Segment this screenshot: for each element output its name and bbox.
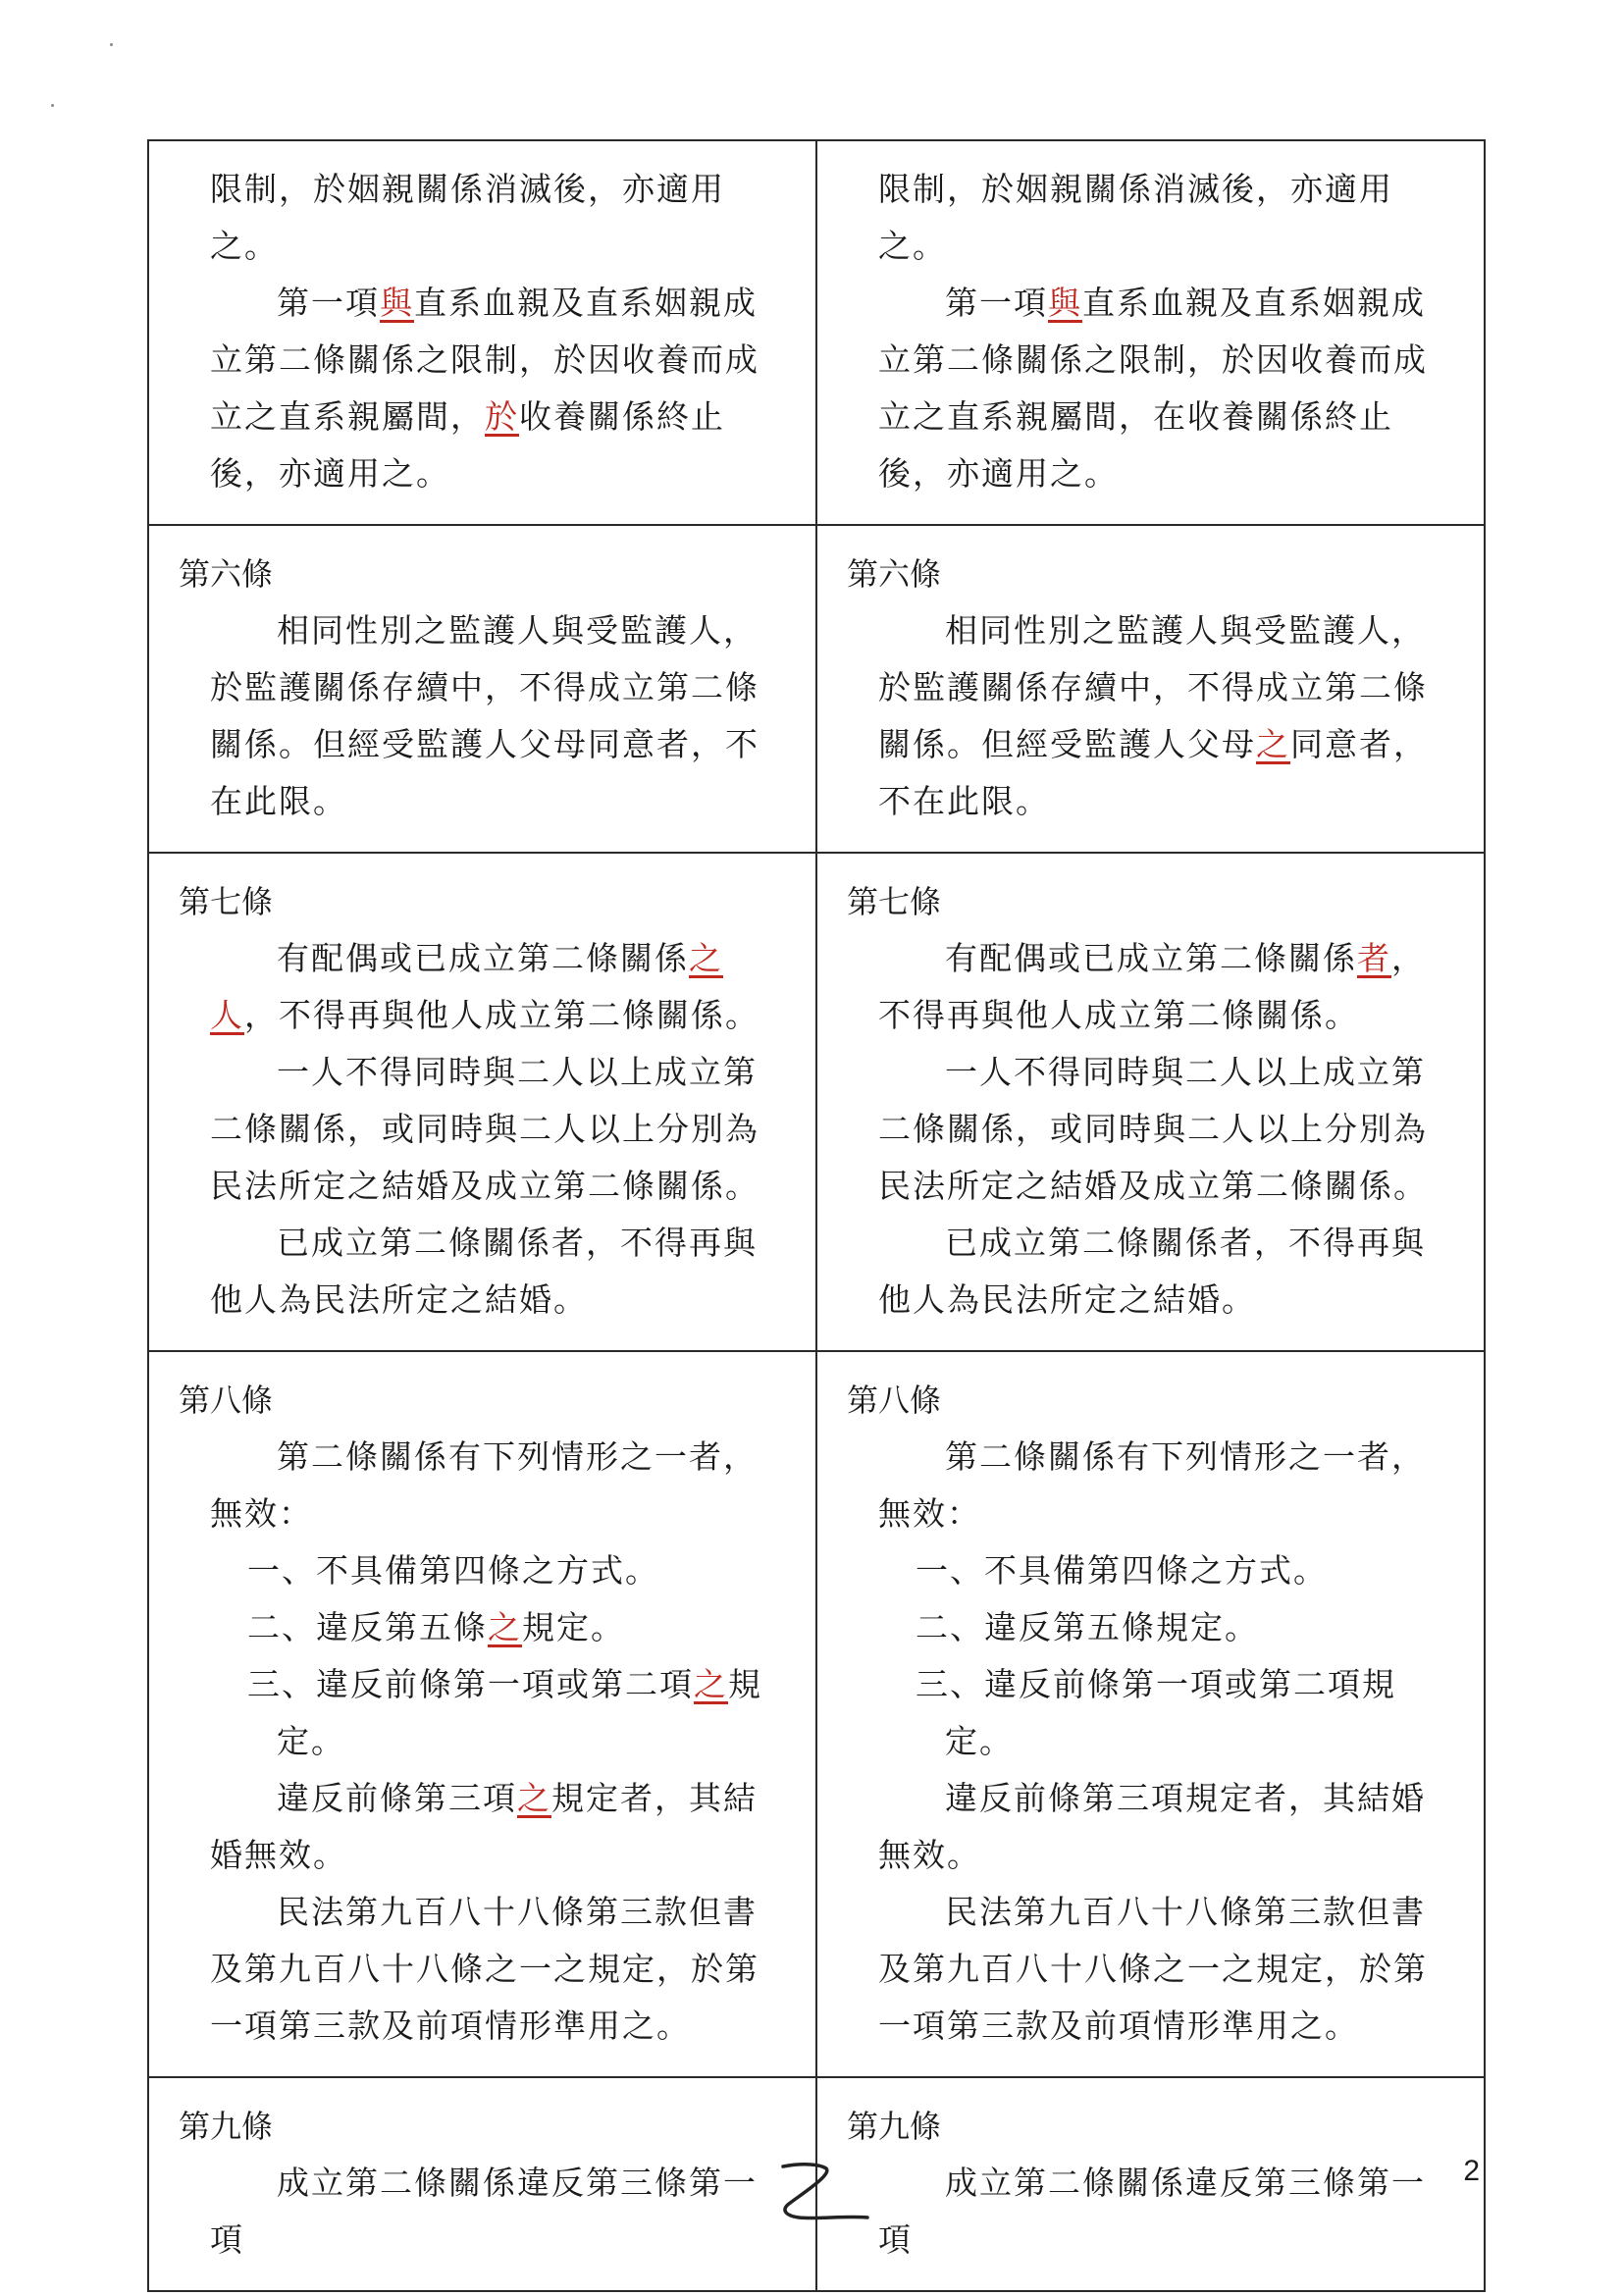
original-text-cell <box>816 525 1485 853</box>
amended-text: 之 <box>1256 725 1290 763</box>
text-segment: 已成立第二條關係者，不得再與他人為民法所定之結婚。 <box>878 1224 1426 1319</box>
paragraph <box>179 275 786 502</box>
paragraph <box>179 1429 786 1542</box>
list-item <box>847 1542 1454 1599</box>
text-segment: 二、違反第五條規定。 <box>916 1608 1259 1646</box>
original-text-cell <box>816 1351 1485 2077</box>
paragraph <box>847 602 1454 830</box>
comparison-table <box>147 139 1486 2292</box>
table-row <box>148 1351 1485 2077</box>
list-item <box>179 1656 786 1770</box>
original-text-cell <box>816 2077 1485 2291</box>
text-segment: 民法第九百八十八條第三款但書及第九百八十八條之一之規定，於第一項第三款及前項情形準用之。 <box>878 1893 1428 2045</box>
text-segment: 三、違反前條第一項或第二項規定。 <box>916 1665 1396 1760</box>
paragraph <box>179 602 786 830</box>
scan-speck <box>110 43 113 46</box>
revised-text-cell <box>148 1351 816 2077</box>
amended-text: 於 <box>485 397 519 436</box>
table-row <box>148 525 1485 853</box>
text-segment: 相同性別之監護人與受監護人，於監護關係存續中，不得成立第二條關係。但經受監護人父母 <box>878 611 1428 763</box>
revised-text-cell <box>148 140 816 525</box>
list-item <box>847 1599 1454 1656</box>
text-segment: 限制，於姻親關係消滅後，亦適用之。 <box>878 170 1393 265</box>
text-segment: 違反前條第三項 <box>277 1779 517 1817</box>
text-segment: 第二條關係有下列情形之一者，無效： <box>878 1437 1426 1533</box>
paragraph <box>847 930 1454 1044</box>
text-segment: 一、不具備第四條之方式。 <box>916 1551 1328 1590</box>
paragraph <box>847 275 1454 502</box>
article-title: 第六條 <box>179 555 274 593</box>
text-segment: 第一項 <box>277 284 380 322</box>
text-segment: 限制，於姻親關係消滅後，亦適用之。 <box>210 170 725 265</box>
text-segment: 有配偶或已成立第二條關係 <box>945 939 1357 977</box>
table-row <box>148 140 1485 525</box>
paragraph <box>847 2155 1454 2269</box>
article-title: 第八條 <box>179 1382 274 1419</box>
list-item <box>179 1542 786 1599</box>
article-title: 第七條 <box>847 883 942 920</box>
paragraph <box>847 1044 1454 1215</box>
paragraph <box>179 930 786 1044</box>
text-segment: 一、不具備第四條之方式。 <box>247 1551 659 1590</box>
amended-text: 之 <box>517 1779 551 1817</box>
text-segment: 直系血親及直系姻親成立第二條關係之限制，於因收養而成立之直系親屬間， <box>210 284 759 436</box>
text-segment: 規定。 <box>522 1608 625 1646</box>
amended-text: 之 <box>694 1665 728 1703</box>
article-title: 第八條 <box>847 1382 942 1419</box>
text-segment: 第一項 <box>945 284 1048 322</box>
amended-text: 者 <box>1357 939 1391 977</box>
comparison-table-body <box>148 140 1485 2291</box>
text-segment: 直系血親及直系姻親成立第二條關係之限制，於因收養而成立之直系親屬間，在收養關係終止後，亦適用之。 <box>878 284 1428 493</box>
text-segment: 有配偶或已成立第二條關係 <box>277 939 689 977</box>
text-segment: ，不得再與他人成立第二條關係。 <box>878 939 1426 1034</box>
original-text-cell <box>816 140 1485 525</box>
table-row <box>148 853 1485 1351</box>
article-title: 第七條 <box>179 883 274 920</box>
amended-text: 與 <box>380 284 414 322</box>
revised-text-cell <box>148 2077 816 2291</box>
text-segment: 一人不得同時與二人以上成立第二條關係，或同時與二人以上分別為民法所定之結婚及成立第二條關係。 <box>878 1053 1428 1205</box>
list-item <box>179 1599 786 1656</box>
text-segment: 已成立第二條關係者，不得再與他人為民法所定之結婚。 <box>210 1224 758 1319</box>
list-item <box>847 1656 1454 1770</box>
text-segment: 規定。 <box>277 1665 762 1760</box>
comparison-table-frame <box>147 139 1486 2292</box>
text-segment: ，不得再與他人成立第二條關係。 <box>244 996 759 1034</box>
text-segment: 違反前條第三項規定者，其結婚無效。 <box>878 1779 1426 1874</box>
article-title: 第九條 <box>847 2108 942 2145</box>
handwritten-page-mark <box>775 2159 873 2231</box>
text-segment: 成立第二條關係違反第三條第一項 <box>210 2164 758 2259</box>
revised-text-cell <box>148 853 816 1351</box>
paragraph <box>179 1884 786 2055</box>
text-segment: 三、違反前條第一項或第二項 <box>247 1665 694 1703</box>
paragraph <box>179 1044 786 1215</box>
text-segment: 收養關係終止後，亦適用之。 <box>210 397 725 493</box>
paragraph <box>847 1884 1454 2055</box>
paragraph <box>179 1770 786 1884</box>
revised-text-cell <box>148 525 816 853</box>
paragraph <box>179 161 786 275</box>
paragraph <box>847 1215 1454 1329</box>
paragraph <box>179 1215 786 1329</box>
text-segment: 二、違反第五條 <box>247 1608 488 1646</box>
article-title: 第六條 <box>847 555 942 593</box>
original-text-cell <box>816 853 1485 1351</box>
page-number: 2 <box>1463 2155 1480 2187</box>
text-segment: 第二條關係有下列情形之一者，無效： <box>210 1437 758 1533</box>
amended-text: 之 <box>488 1608 522 1646</box>
scan-speck <box>51 104 54 107</box>
paragraph <box>847 1770 1454 1884</box>
text-segment: 規定者，其結婚無效。 <box>210 1779 758 1874</box>
text-segment: 成立第二條關係違反第三條第一項 <box>878 2164 1426 2259</box>
text-segment: 一人不得同時與二人以上成立第二條關係，或同時與二人以上分別為民法所定之結婚及成立第二條關係。 <box>210 1053 759 1205</box>
text-segment: 同意者，不在此限。 <box>878 725 1428 820</box>
amended-text: 與 <box>1048 284 1082 322</box>
paragraph <box>179 2155 786 2269</box>
article-title: 第九條 <box>179 2108 274 2145</box>
text-segment: 相同性別之監護人與受監護人，於監護關係存續中，不得成立第二條關係。但經受監護人父母同意者，不在此限。 <box>210 611 759 820</box>
amended-text: 之人 <box>210 939 723 1034</box>
text-segment: 民法第九百八十八條第三款但書及第九百八十八條之一之規定，於第一項第三款及前項情形準用之。 <box>210 1893 759 2045</box>
paragraph <box>847 161 1454 275</box>
paragraph <box>847 1429 1454 1542</box>
